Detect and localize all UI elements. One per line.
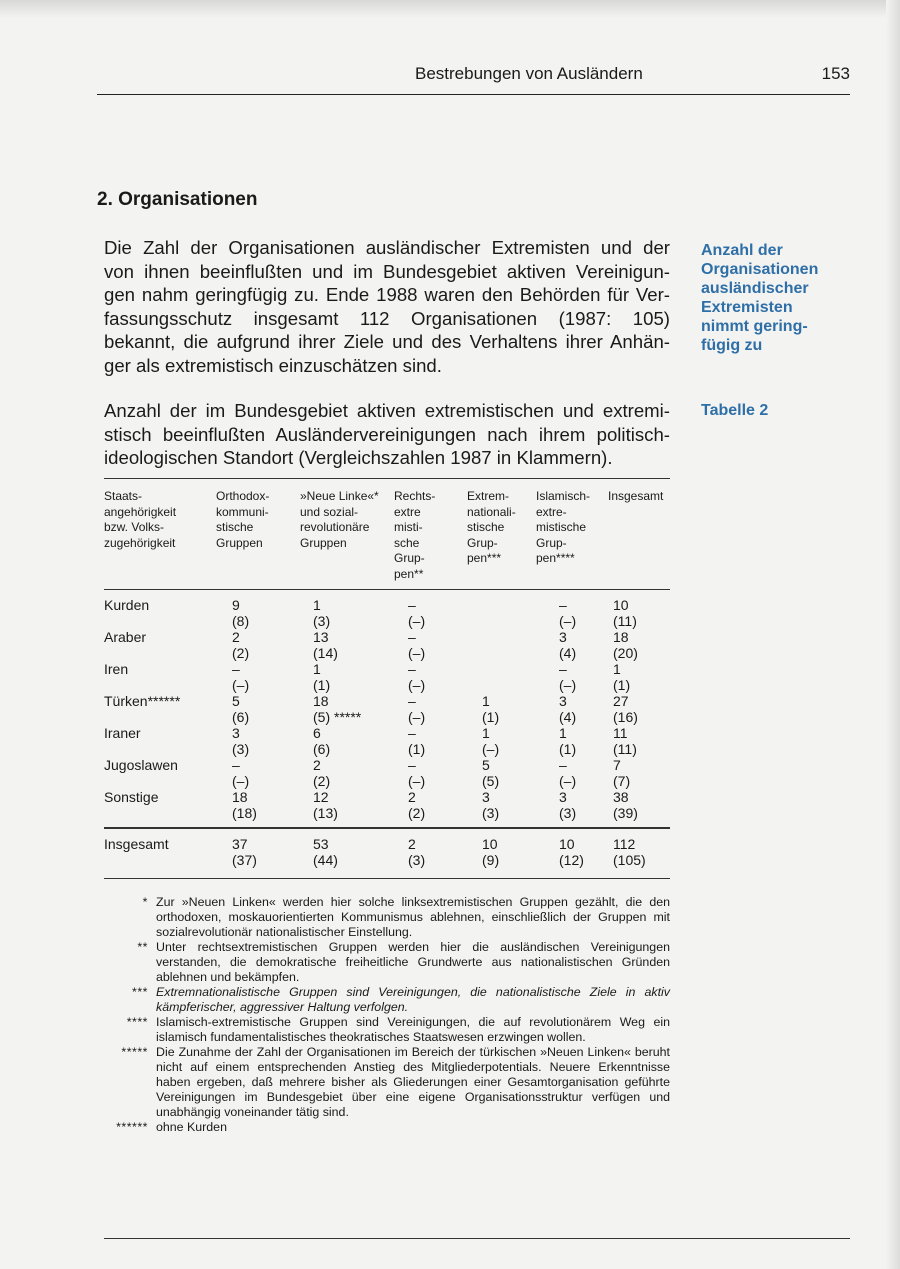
cell-orthodox-communist-1987: (2) xyxy=(232,645,250,661)
margin-note-line: Organisationen xyxy=(701,261,819,278)
footnote xyxy=(96,985,670,1015)
cell-total-1987: (11) xyxy=(613,741,637,757)
cell-islamic-extremist-1988: – xyxy=(559,757,567,773)
cell-orthodox-communist-1987: (6) xyxy=(232,709,250,725)
cell-new-left-1988: 6 xyxy=(313,725,321,741)
paragraph-line: fassungsschutz insgesamt 112 Organisationen (1987: 105) xyxy=(104,307,670,329)
cell-right-extremist-1987: (–) xyxy=(408,709,426,725)
cell-right-extremist-1987: (1) xyxy=(408,741,426,757)
header-line: kommuni- xyxy=(216,504,269,519)
footnote-mark: * xyxy=(142,895,148,909)
page-number: 153 xyxy=(821,64,850,83)
footnote-text: Islamisch-extremistische Gruppen sind Vereinigungen, die auf revolutionärem Weg ein islamisch fundamentalistisches theokratisches Staatswesen erzwingen wollen. xyxy=(156,1015,670,1044)
cell-islamic-extremist-1988: – xyxy=(559,661,567,677)
footnote-mark: ** xyxy=(137,940,148,954)
cell-islamic-extremist-1987: (–) xyxy=(559,773,577,789)
intro-paragraph xyxy=(104,236,670,377)
header-line: pen** xyxy=(394,566,424,581)
cell-orthodox-communist-1987: (–) xyxy=(232,773,250,789)
header-line: Gruppen xyxy=(300,535,347,550)
header-line: angehörigkeit xyxy=(104,504,177,519)
margin-note-line: Anzahl der xyxy=(701,242,783,259)
cell-islamic-extremist-1987: (4) xyxy=(559,645,577,661)
cell-islamic-extremist-1987: (1) xyxy=(559,741,577,757)
header-line: misti- xyxy=(394,520,423,534)
running-title: Bestrebungen von Ausländern xyxy=(415,64,643,83)
cell-extreme-nationalist-1987: (–) xyxy=(482,741,500,757)
cell-new-left-1988: 12 xyxy=(313,789,329,805)
footnote-mark: ***** xyxy=(121,1045,148,1059)
header-nationality xyxy=(104,489,176,551)
header-line: bzw. Volks- xyxy=(104,520,165,534)
cell-extreme-nationalist-1987: (1) xyxy=(482,709,500,725)
section-heading: 2. Organisationen xyxy=(97,189,258,210)
margin-note-summary xyxy=(701,241,841,355)
cell-orthodox-communist-1987: (18) xyxy=(232,805,257,821)
cell-orthodox-communist-1988: 9 xyxy=(232,597,240,613)
cell-new-left-1988: 13 xyxy=(313,629,329,645)
cell-extreme-nationalist-1987: (5) xyxy=(482,773,500,789)
header-line: stische xyxy=(216,520,254,534)
header-right-extremist xyxy=(394,489,435,582)
header-line: Extrem- xyxy=(467,489,509,503)
cell-orthodox-communist-1988: – xyxy=(232,661,240,677)
table-header-rule xyxy=(104,589,670,590)
cell-orthodox-communist-1987: (–) xyxy=(232,677,250,693)
header-line: Orthodox- xyxy=(216,489,270,503)
row-label: Türken****** xyxy=(104,693,181,709)
cell-extreme-nationalist-1987: (3) xyxy=(482,805,500,821)
header-line: »Neue Linke«* xyxy=(300,489,379,503)
row-label: Sonstige xyxy=(104,789,159,805)
margin-note-line: Tabelle 2 xyxy=(701,402,769,419)
footnote xyxy=(96,1120,670,1135)
header-line: nationali- xyxy=(467,504,516,519)
cell-right-extremist-1988: – xyxy=(408,725,416,741)
cell-islamic-extremist-1988: 10 xyxy=(559,836,575,852)
cell-new-left-1988: 2 xyxy=(313,757,321,773)
header-line: zugehörigkeit xyxy=(104,535,176,550)
footnote xyxy=(96,1045,670,1120)
footnote xyxy=(96,895,670,940)
paragraph-line: gen nahm geringfügig zu. Ende 1988 waren den Behörden für Ver- xyxy=(104,284,670,305)
cell-new-left-1987: (5) ***** xyxy=(313,709,362,725)
cell-new-left-1988: 53 xyxy=(313,836,329,852)
row-label: Iraner xyxy=(104,725,141,741)
cell-extreme-nationalist-1988: 1 xyxy=(482,693,490,709)
header-line: Rechts- xyxy=(394,489,436,503)
paragraph-line: ideologischen Standort (Vergleichszahlen 1987 in Klammern). xyxy=(104,447,613,468)
table-total-rule xyxy=(104,827,670,829)
footnote-text: Zur »Neuen Linken« werden hier solche linksextremistischen Gruppen gezählt, die den orthodoxen, moskauorientierten Kommunismus ablehnen, einschließlich der Gruppen mit sozialrevolutionär nationalistischer Einstellung. xyxy=(156,895,670,939)
cell-right-extremist-1988: – xyxy=(408,693,416,709)
cell-right-extremist-1987: (–) xyxy=(408,645,426,661)
cell-right-extremist-1988: – xyxy=(408,757,416,773)
cell-new-left-1987: (6) xyxy=(313,741,331,757)
header-line: pen*** xyxy=(467,551,502,565)
cell-total-1987: (105) xyxy=(613,852,646,868)
header-line: Gruppen xyxy=(216,535,263,550)
cell-new-left-1987: (2) xyxy=(313,773,331,789)
cell-right-extremist-1987: (2) xyxy=(408,805,426,821)
cell-total-1988: 10 xyxy=(613,597,629,613)
header-extreme-nationalist xyxy=(467,489,516,567)
cell-total-1987: (16) xyxy=(613,709,638,725)
header-line: Staats- xyxy=(104,489,143,503)
cell-right-extremist-1987: (–) xyxy=(408,773,426,789)
header-line: Islamisch- xyxy=(536,489,591,503)
paragraph-line: von ihnen beeinflußten und im Bundesgebiet aktiven Vereinigun- xyxy=(104,260,670,282)
header-line: sche xyxy=(394,535,420,550)
cell-total-1988: 18 xyxy=(613,629,629,645)
cell-total-1987: (11) xyxy=(613,613,637,629)
footnote-mark: *** xyxy=(132,985,148,999)
cell-total-1987: (7) xyxy=(613,773,631,789)
header-line: extre- xyxy=(536,504,567,519)
footnote-mark: ****** xyxy=(116,1120,148,1134)
cell-islamic-extremist-1987: (–) xyxy=(559,613,577,629)
row-label: Araber xyxy=(104,629,147,645)
cell-new-left-1988: 1 xyxy=(313,661,321,677)
row-label: Iren xyxy=(104,661,129,677)
header-line: pen**** xyxy=(536,551,575,565)
cell-orthodox-communist-1988: 5 xyxy=(232,693,240,709)
cell-total-1988: 27 xyxy=(613,693,629,709)
header-total xyxy=(608,489,663,505)
cell-orthodox-communist-1987: (8) xyxy=(232,613,250,629)
cell-extreme-nationalist-1988: 5 xyxy=(482,757,490,773)
paragraph-line: stisch beeinflußten Ausländervereinigungen nach ihrem politisch- xyxy=(104,423,670,445)
paragraph-line: bekannt, die aufgrund ihrer Ziele und des Verhaltens ihrer Anhän- xyxy=(104,331,670,352)
footnote xyxy=(96,1015,670,1045)
margin-note-line: ausländischer xyxy=(701,280,809,297)
margin-note-table-label xyxy=(701,401,841,420)
header-line: Insgesamt xyxy=(608,489,664,503)
header-line: stische xyxy=(467,520,505,534)
header-orthodox-communist xyxy=(216,489,269,551)
running-head xyxy=(97,62,850,95)
cell-new-left-1987: (44) xyxy=(313,852,338,868)
cell-orthodox-communist-1988: 2 xyxy=(232,629,240,645)
cell-right-extremist-1988: 2 xyxy=(408,836,416,852)
cell-new-left-1987: (13) xyxy=(313,805,338,821)
header-new-left xyxy=(300,489,379,551)
footnote-text: Die Zunahme der Zahl der Organisationen im Bereich der türkischen »Neuen Linken« beruht nicht auf einem entsprechenden Anstieg des Mitgliederpotentials. Neuere Erkenntnisse haben ergeben, daß mehrere bisher als Gliederungen einer Gesamtorganisation geführte Vereinigungen im Bundesgebiet über eine eigene Organisationsstruktur verfügen und unabhängig voneinander tätig sind. xyxy=(156,1045,670,1119)
footnote-text: Unter rechtsextremistischen Gruppen werden hier die ausländischen Vereinigungen verstanden, die demokratische freiheitliche Grundwerte aus nationalistischen Gründen ablehnen und bekämpfen. xyxy=(156,940,670,984)
header-line: Grup- xyxy=(536,535,567,550)
footnote xyxy=(96,940,670,985)
cell-islamic-extremist-1987: (3) xyxy=(559,805,577,821)
paragraph-line: ger als extremistisch einzuschätzen sind. xyxy=(104,354,442,376)
margin-note-line: fügig zu xyxy=(701,337,763,354)
cell-islamic-extremist-1987: (–) xyxy=(559,677,577,693)
cell-orthodox-communist-1988: 18 xyxy=(232,789,248,805)
cell-extreme-nationalist-1988: 10 xyxy=(482,836,498,852)
margin-note-line: Extremisten xyxy=(701,299,793,316)
cell-right-extremist-1988: – xyxy=(408,597,416,613)
footnote-text: Extremnationalistische Gruppen sind Vereinigungen, die nationalistische Ziele in aktiv kämpferischer, aggressiver Haltung verfolgen. xyxy=(156,985,670,1014)
cell-islamic-extremist-1987: (12) xyxy=(559,852,584,868)
table-caption-paragraph xyxy=(104,399,670,470)
cell-total-1988: 11 xyxy=(613,725,628,741)
cell-islamic-extremist-1988: 3 xyxy=(559,629,567,645)
cell-total-1988: 112 xyxy=(613,836,636,852)
header-line: und sozial- xyxy=(300,504,359,519)
cell-new-left-1988: 1 xyxy=(313,597,321,613)
cell-orthodox-communist-1988: – xyxy=(232,757,240,773)
cell-right-extremist-1988: – xyxy=(408,629,416,645)
cell-right-extremist-1987: (3) xyxy=(408,852,426,868)
cell-new-left-1988: 18 xyxy=(313,693,329,709)
cell-extreme-nationalist-1988: 1 xyxy=(482,725,490,741)
cell-total-1987: (1) xyxy=(613,677,631,693)
cell-islamic-extremist-1988: 1 xyxy=(559,725,567,741)
cell-orthodox-communist-1988: 37 xyxy=(232,836,248,852)
cell-orthodox-communist-1987: (37) xyxy=(232,852,257,868)
cell-orthodox-communist-1988: 3 xyxy=(232,725,240,741)
cell-islamic-extremist-1987: (4) xyxy=(559,709,577,725)
page-bottom-rule xyxy=(104,1238,850,1239)
cell-total-1987: (20) xyxy=(613,645,638,661)
table-bottom-rule xyxy=(104,878,670,879)
row-label: Jugoslawen xyxy=(104,757,178,773)
footnotes xyxy=(96,895,670,1135)
cell-orthodox-communist-1987: (3) xyxy=(232,741,250,757)
cell-right-extremist-1987: (–) xyxy=(408,613,426,629)
header-line: mistische xyxy=(536,520,587,534)
cell-new-left-1987: (14) xyxy=(313,645,338,661)
cell-islamic-extremist-1988: 3 xyxy=(559,789,567,805)
cell-extreme-nationalist-1988: 3 xyxy=(482,789,490,805)
margin-note-line: nimmt gering- xyxy=(701,318,808,335)
scan-top-shadow xyxy=(0,0,900,18)
cell-total-1987: (39) xyxy=(613,805,638,821)
cell-right-extremist-1988: – xyxy=(408,661,416,677)
cell-total-1988: 38 xyxy=(613,789,629,805)
cell-right-extremist-1988: 2 xyxy=(408,789,416,805)
scan-right-edge xyxy=(886,0,900,1269)
cell-islamic-extremist-1988: – xyxy=(559,597,567,613)
header-line: extre xyxy=(394,504,421,519)
header-line: Grup- xyxy=(394,551,425,565)
cell-new-left-1987: (3) xyxy=(313,613,331,629)
header-line: revolutionäre xyxy=(300,520,370,534)
paragraph-line: Die Zahl der Organisationen ausländischer Extremisten und der xyxy=(104,237,670,258)
cell-right-extremist-1987: (–) xyxy=(408,677,426,693)
row-label: Kurden xyxy=(104,597,150,613)
footnote-text: ohne Kurden xyxy=(156,1120,227,1134)
cell-total-1988: 1 xyxy=(613,661,621,677)
row-label: Insgesamt xyxy=(104,836,169,852)
cell-islamic-extremist-1988: 3 xyxy=(559,693,567,709)
header-islamic-extremist xyxy=(536,489,590,567)
cell-new-left-1987: (1) xyxy=(313,677,331,693)
cell-extreme-nationalist-1987: (9) xyxy=(482,852,500,868)
cell-total-1988: 7 xyxy=(613,757,621,773)
header-line: Grup- xyxy=(467,535,498,550)
footnote-mark: **** xyxy=(126,1015,148,1029)
table-top-rule xyxy=(104,478,670,479)
paragraph-line: Anzahl der im Bundesgebiet aktiven extremistischen und extremi- xyxy=(104,400,670,421)
